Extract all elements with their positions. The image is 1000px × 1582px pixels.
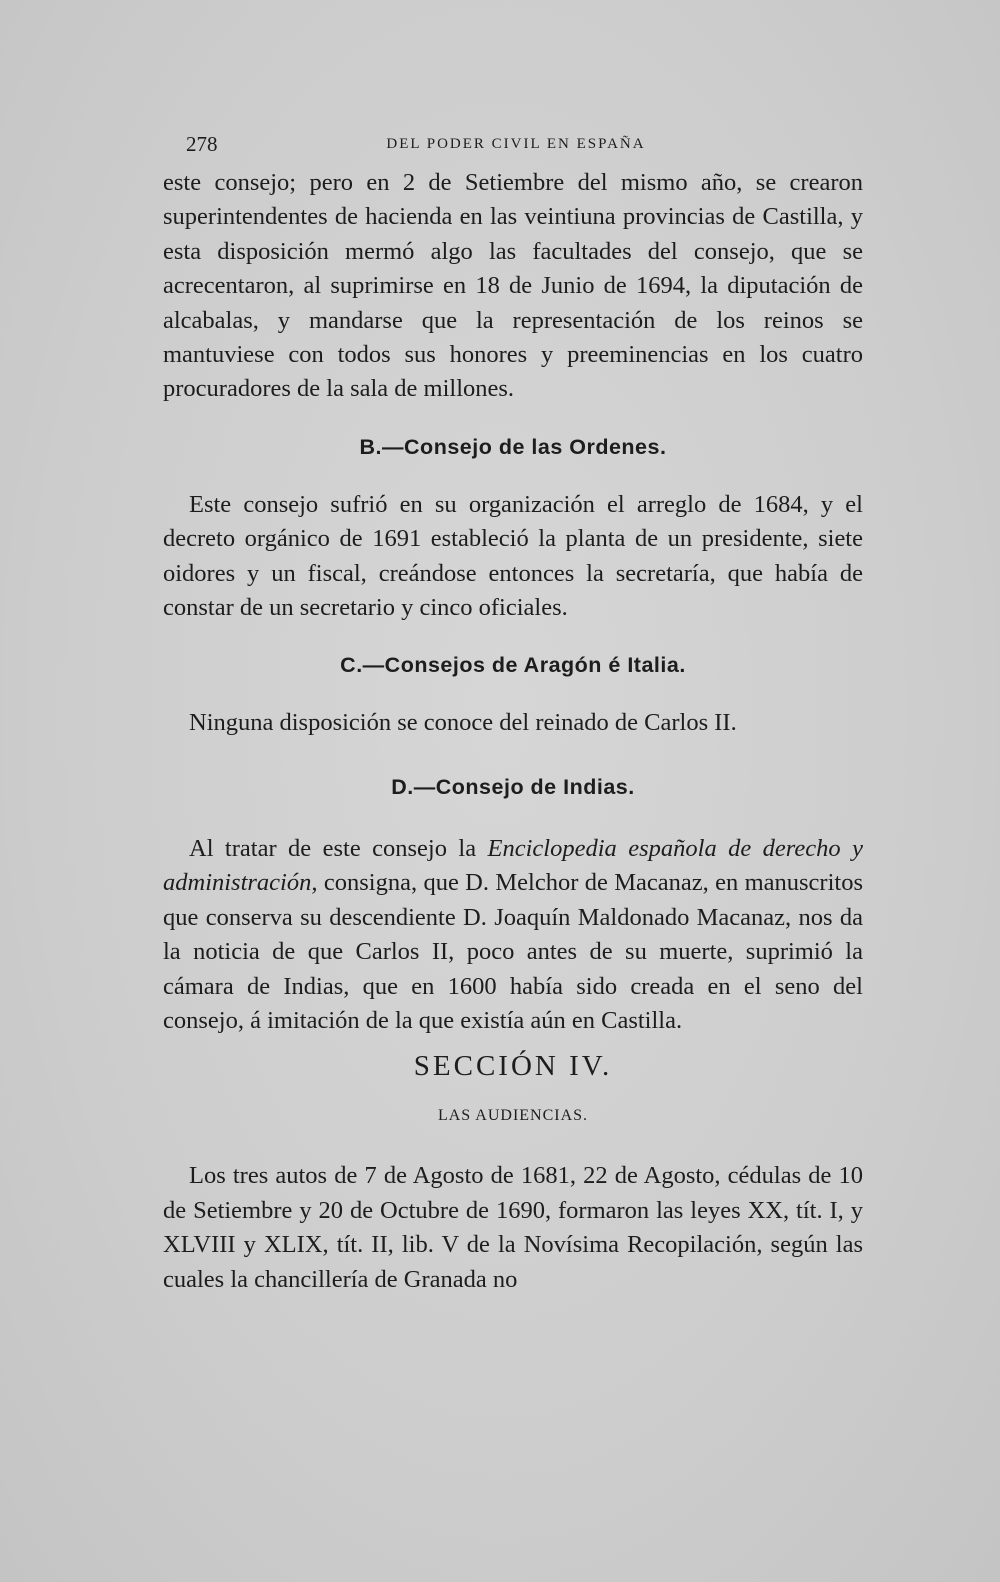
paragraph-consejo-hacienda: este consejo; pero en 2 de Setiembre del mismo año, se crearon superintendentes de hacienda en las veintiuna provincias de Castilla, y esta disposición mermó algo las facultades del consejo, que se acrecentaron, al suprimirse en 18 de Junio de 1694, la diputación de alcabalas, y mandarse que la representación de los reinos se mantuviese con todos sus honores y preeminencias en los cuatro procuradores de la sala de millones. <box>163 169 863 403</box>
running-head: DEL PODER CIVIL EN ESPAÑA <box>386 136 646 152</box>
indias-text-start: Al tratar de este consejo la <box>189 834 488 862</box>
page-number: 278 <box>186 132 218 156</box>
paragraph-audiencias: Los tres autos de 7 de Agosto de 1681, 22 de Agosto, cédulas de 10 de Setiembre y 20 de Octubre de 1690, formaron las leyes XX, tít. I, y XLVIII y XLIX, tít. II, lib. V de la Novísima Recopilación, según las cuales la chancillería de Granada no <box>163 1162 863 1293</box>
heading-consejo-indias: D.—Consejo de Indias. <box>391 774 635 799</box>
section-subtitle: LAS AUDIENCIAS. <box>437 1107 589 1125</box>
section-title: SECCIÓN IV. <box>413 1050 613 1083</box>
heading-consejo-ordenes: B.—Consejo de las Ordenes. <box>359 434 667 459</box>
page-header <box>186 132 846 156</box>
enciclopedia-title: Enciclopedia española de derecho y administración, <box>163 834 863 897</box>
paragraph-aragon-italia: Ninguna disposición se conoce del reinado de Carlos II. <box>189 709 737 737</box>
paragraph-consejo-indias <box>163 832 863 1038</box>
heading-consejos-aragon-italia: C.—Consejos de Aragón é Italia. <box>340 653 686 678</box>
indias-text-end: consigna, que D. Melchor de Macanaz, en manuscritos que conserva su descendiente D. Joaquín Maldonado Macanaz, nos da la noticia de que Carlos II, poco antes de su muerte, suprimió la cámara de Indias, que en 1600 había sido creada en el seno del consejo, á imitación de la que existía aún en Castilla. <box>163 869 863 1034</box>
paragraph-consejo-ordenes: Este consejo sufrió en su organización el arreglo de 1684, y el decreto orgánico de 1691 estableció la planta de un presidente, siete oidores y un fiscal, creándose entonces la secretaría, que había de constar de un secretario y cinco oficiales. <box>163 490 863 622</box>
body-text <box>163 166 863 1297</box>
